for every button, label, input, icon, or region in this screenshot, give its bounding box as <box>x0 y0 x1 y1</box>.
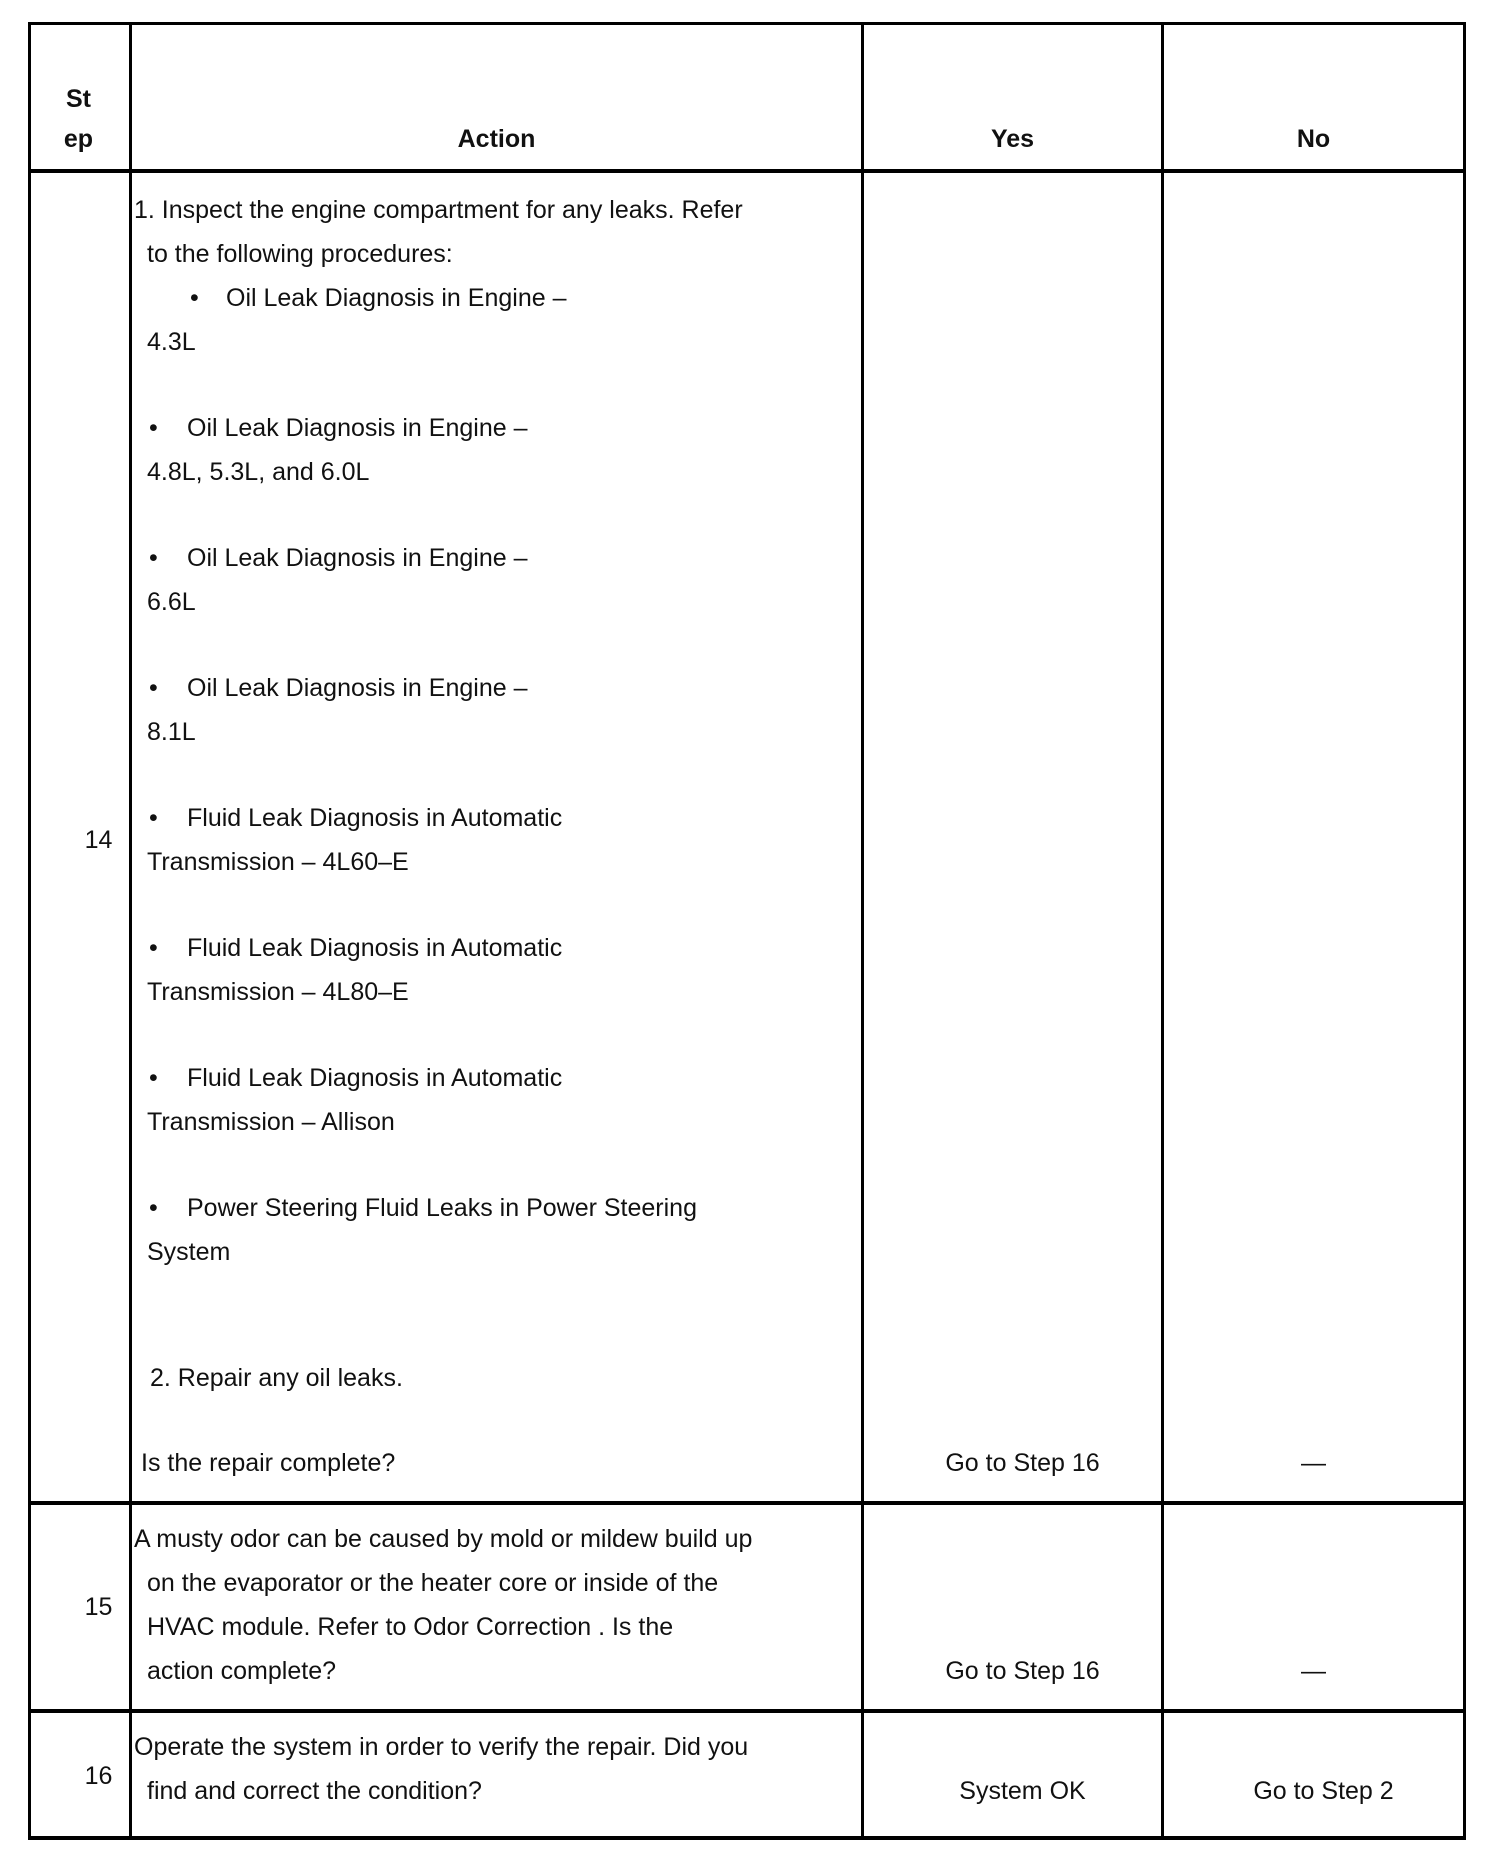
row-14-bottom-border <box>28 1501 1466 1505</box>
bullet-glyph: • <box>190 284 199 312</box>
bullet-glyph: • <box>149 414 158 442</box>
procedure-item-detail: System <box>147 1238 231 1266</box>
no-15: — <box>1301 1657 1326 1685</box>
procedure-item: Fluid Leak Diagnosis in Automatic <box>187 934 563 962</box>
no-14: — <box>1301 1449 1326 1477</box>
bullet-glyph: • <box>149 934 158 962</box>
diagnostic-table <box>28 22 1466 1840</box>
action-15-line1: A musty odor can be caused by mold or mildew build up <box>134 1525 753 1553</box>
step-col-border <box>129 22 132 1840</box>
procedure-item: Power Steering Fluid Leaks in Power Steering <box>187 1194 697 1222</box>
yes-col-border <box>1161 22 1164 1840</box>
table-bottom-border <box>28 1836 1466 1840</box>
header-action: Action <box>457 125 536 153</box>
procedure-item: Oil Leak Diagnosis in Engine – <box>187 414 528 442</box>
procedure-item: Oil Leak Diagnosis in Engine – <box>187 544 528 572</box>
procedure-item: Oil Leak Diagnosis in Engine – <box>187 674 528 702</box>
step-number-15: 15 <box>84 1593 113 1621</box>
header-step-line1: St <box>66 85 91 113</box>
header-yes: Yes <box>990 125 1035 153</box>
table-top-border <box>28 22 1466 25</box>
yes-14: Go to Step 16 <box>945 1449 1100 1477</box>
action-16-line1: Operate the system in order to verify the repair. Did you <box>134 1733 749 1761</box>
procedure-item: Fluid Leak Diagnosis in Automatic <box>187 804 563 832</box>
procedure-item-detail: Transmission – Allison <box>147 1108 395 1136</box>
action-14-question: Is the repair complete? <box>141 1449 396 1477</box>
table-right-border <box>1463 22 1466 1840</box>
yes-15: Go to Step 16 <box>945 1657 1100 1685</box>
yes-16: System OK <box>959 1777 1086 1805</box>
procedure-item: Oil Leak Diagnosis in Engine – <box>226 284 567 312</box>
bullet-glyph: • <box>149 544 158 572</box>
procedure-item-detail: Transmission – 4L60–E <box>147 848 409 876</box>
action-14-step2: 2. Repair any oil leaks. <box>150 1364 403 1392</box>
bullet-glyph: • <box>149 804 158 832</box>
header-no: No <box>1296 125 1331 153</box>
procedure-item-detail: Transmission – 4L80–E <box>147 978 409 1006</box>
step-number-16: 16 <box>84 1762 113 1790</box>
no-16: Go to Step 2 <box>1253 1777 1394 1805</box>
action-15-line4: action complete? <box>147 1657 337 1685</box>
action-15-line3: HVAC module. Refer to Odor Correction . Is the <box>147 1613 674 1641</box>
table-left-border <box>28 22 31 1840</box>
header-bottom-border <box>28 169 1466 173</box>
action-col-border <box>861 22 864 1840</box>
action-14-line1: 1. Inspect the engine compartment for any leaks. Refer <box>134 196 743 224</box>
bullet-glyph: • <box>149 1064 158 1092</box>
action-16-line2: find and correct the condition? <box>147 1777 482 1805</box>
procedure-item-detail: 6.6L <box>147 588 196 616</box>
procedure-item: Fluid Leak Diagnosis in Automatic <box>187 1064 563 1092</box>
procedure-item-detail: 4.3L <box>147 328 196 356</box>
row-15-bottom-border <box>28 1709 1466 1713</box>
bullet-glyph: • <box>149 674 158 702</box>
bullet-glyph: • <box>149 1194 158 1222</box>
procedure-item-detail: 4.8L, 5.3L, and 6.0L <box>147 458 370 486</box>
header-step-line2: ep <box>63 125 94 153</box>
procedure-item-detail: 8.1L <box>147 718 196 746</box>
step-number-14: 14 <box>84 826 113 854</box>
action-15-line2: on the evaporator or the heater core or inside of the <box>147 1569 719 1597</box>
action-14-line2: to the following procedures: <box>147 240 453 268</box>
